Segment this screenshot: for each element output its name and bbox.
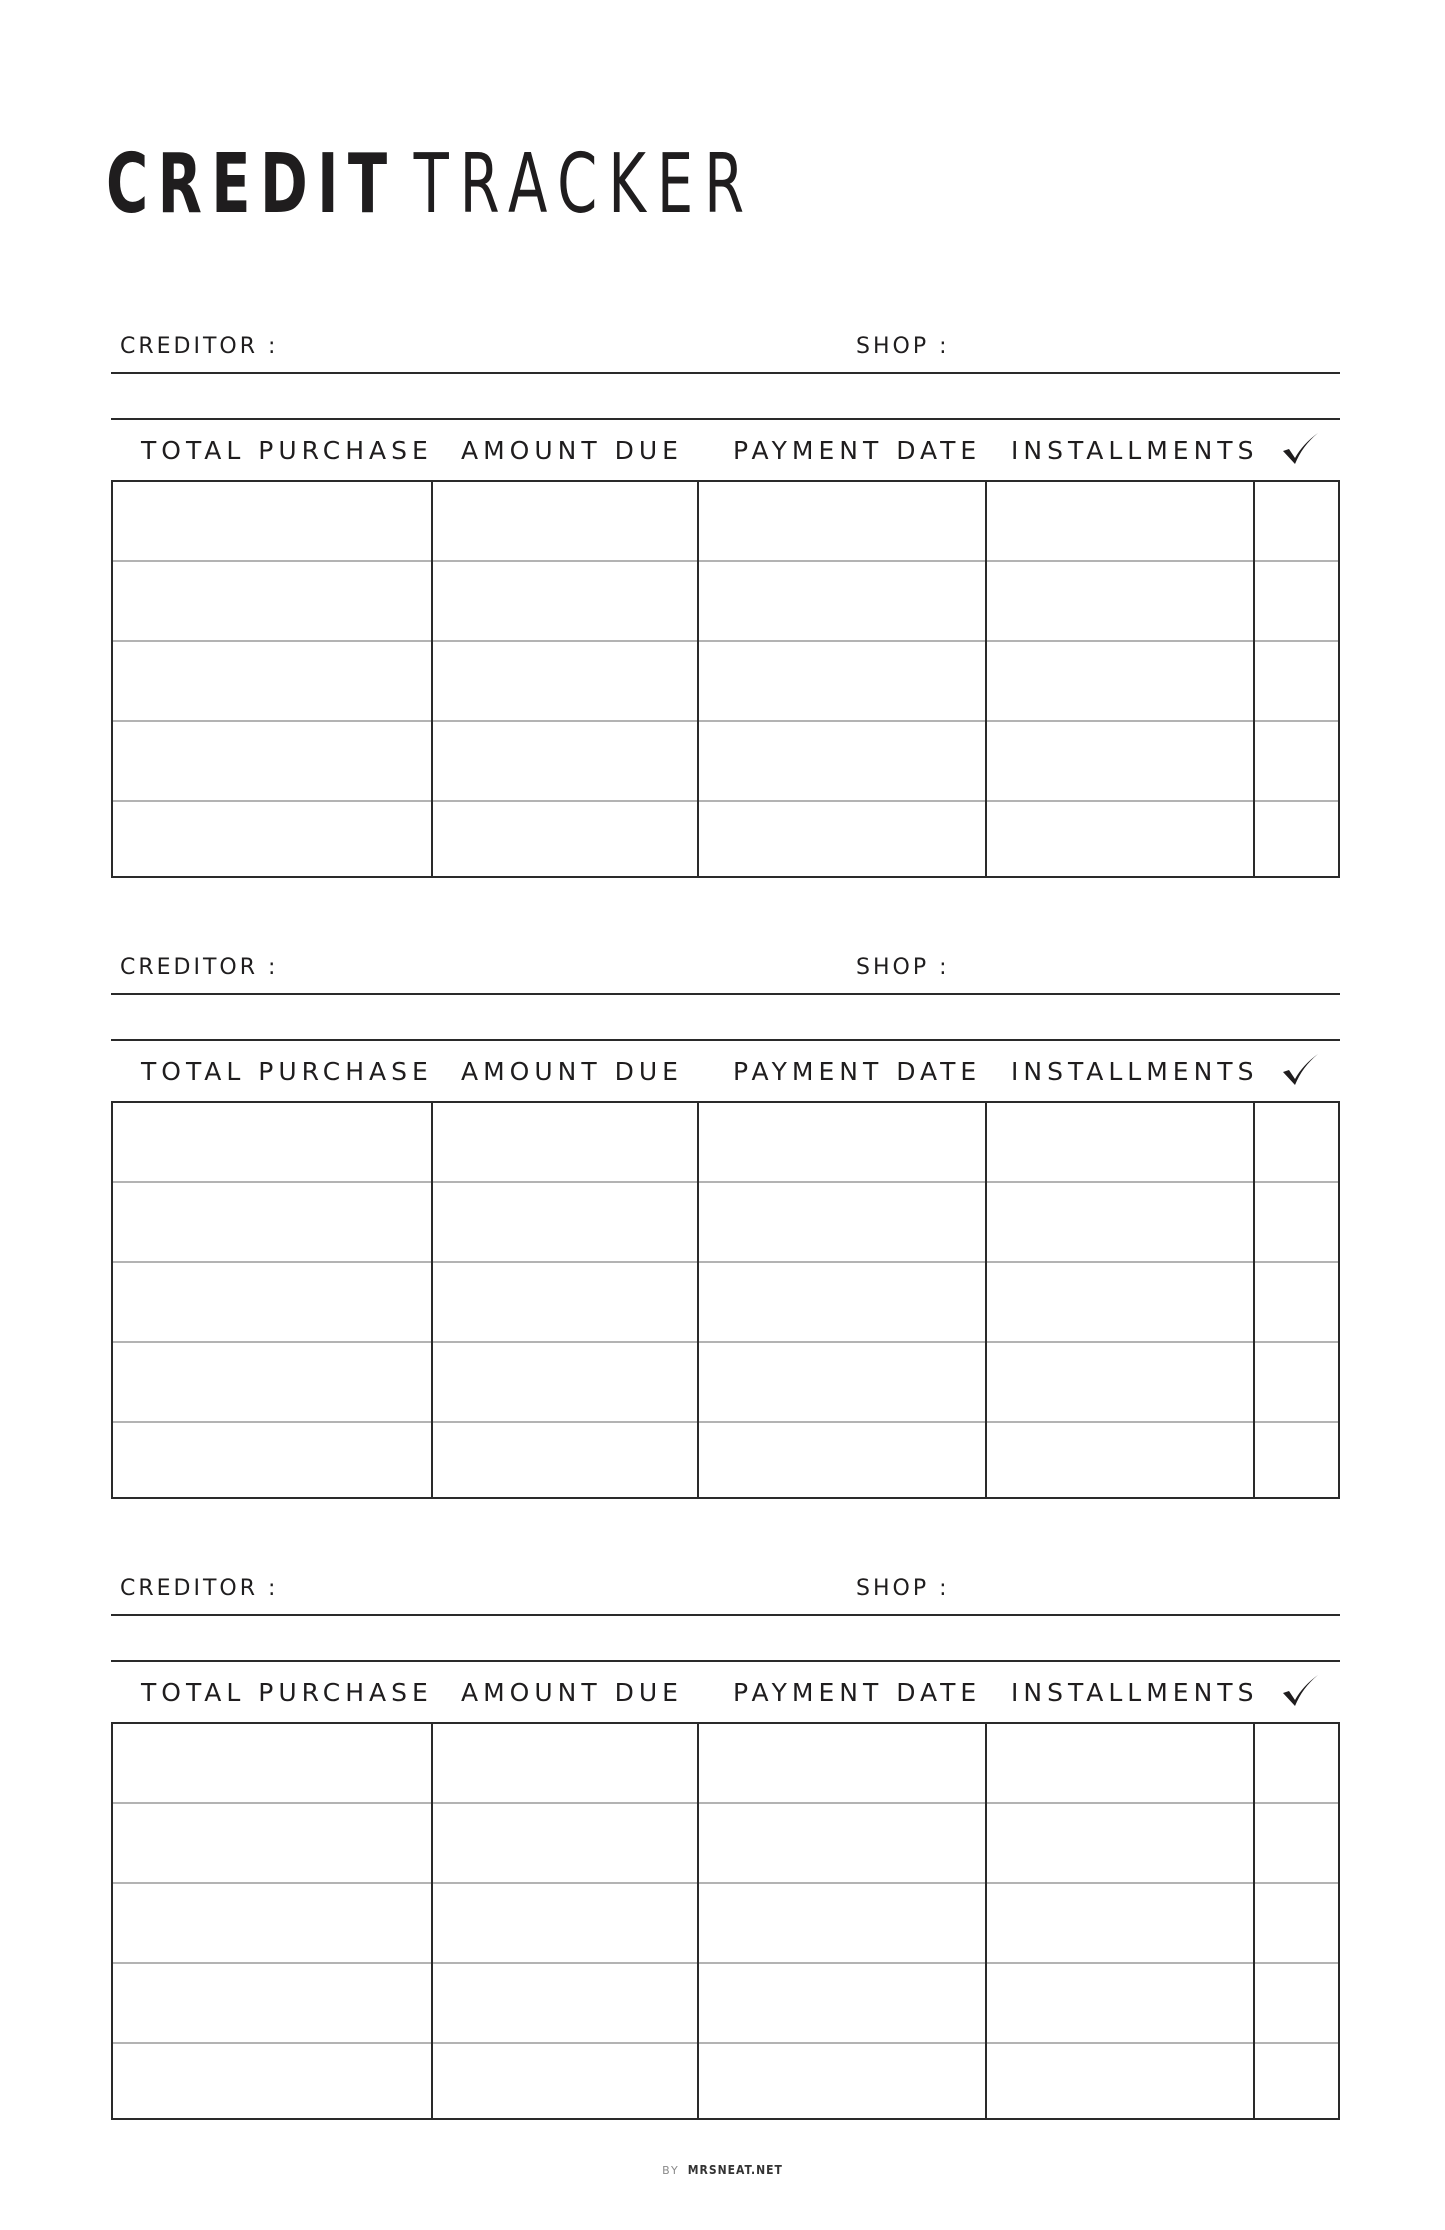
page-title-bold: CREDIT <box>106 137 397 232</box>
row-divider <box>113 720 1338 722</box>
header-amount-due: AMOUNT DUE <box>461 1678 683 1707</box>
column-divider <box>697 1103 699 1497</box>
creditor-shop-row <box>111 330 1340 374</box>
row-divider <box>113 800 1338 802</box>
footer-by: BY <box>662 2164 680 2177</box>
header-installments: INSTALLMENTS <box>1011 1057 1259 1086</box>
shop-label: SHOP : <box>856 334 950 359</box>
row-divider <box>113 1341 1338 1343</box>
row-divider <box>113 1261 1338 1263</box>
column-divider <box>985 1724 987 2118</box>
header-payment-date: PAYMENT DATE <box>733 1678 982 1707</box>
header-payment-date: PAYMENT DATE <box>733 1057 982 1086</box>
header-installments: INSTALLMENTS <box>1011 436 1259 465</box>
credit-section-2 <box>111 951 1340 1501</box>
shop-label: SHOP : <box>856 955 950 980</box>
shop-label: SHOP : <box>856 1576 950 1601</box>
row-divider <box>113 1802 1338 1804</box>
column-divider <box>1253 482 1255 876</box>
row-divider <box>113 1962 1338 1964</box>
column-divider <box>1253 1103 1255 1497</box>
header-amount-due: AMOUNT DUE <box>461 436 683 465</box>
row-divider <box>113 2042 1338 2044</box>
credit-table-grid <box>111 1101 1340 1499</box>
row-divider <box>113 560 1338 562</box>
creditor-label: CREDITOR : <box>120 334 279 359</box>
row-divider <box>113 1181 1338 1183</box>
creditor-label: CREDITOR : <box>120 955 279 980</box>
table-header-row <box>111 420 1340 480</box>
column-divider <box>1253 1724 1255 2118</box>
row-divider <box>113 1882 1338 1884</box>
creditor-shop-row <box>111 951 1340 995</box>
header-total-purchase: TOTAL PURCHASE <box>141 1678 433 1707</box>
page-title <box>106 137 756 232</box>
credit-section-1 <box>111 330 1340 880</box>
row-divider <box>113 640 1338 642</box>
column-divider <box>431 1103 433 1497</box>
column-divider <box>985 1103 987 1497</box>
header-amount-due: AMOUNT DUE <box>461 1057 683 1086</box>
checkmark-icon <box>1280 430 1320 470</box>
footer-credit <box>0 2163 1445 2177</box>
credit-section-3 <box>111 1572 1340 2122</box>
footer-brand: MRSNEAT.NET <box>687 2163 783 2177</box>
table-header-row <box>111 1662 1340 1722</box>
column-divider <box>697 1724 699 2118</box>
column-divider <box>431 1724 433 2118</box>
checkmark-icon <box>1280 1051 1320 1091</box>
checkmark-icon <box>1280 1672 1320 1712</box>
creditor-shop-row <box>111 1572 1340 1616</box>
column-divider <box>697 482 699 876</box>
header-total-purchase: TOTAL PURCHASE <box>141 1057 433 1086</box>
credit-table-grid <box>111 1722 1340 2120</box>
header-payment-date: PAYMENT DATE <box>733 436 982 465</box>
header-installments: INSTALLMENTS <box>1011 1678 1259 1707</box>
credit-table-grid <box>111 480 1340 878</box>
row-divider <box>113 1421 1338 1423</box>
column-divider <box>985 482 987 876</box>
page-title-light: TRACKER <box>413 137 756 232</box>
column-divider <box>431 482 433 876</box>
table-header-row <box>111 1041 1340 1101</box>
header-total-purchase: TOTAL PURCHASE <box>141 436 433 465</box>
creditor-label: CREDITOR : <box>120 1576 279 1601</box>
